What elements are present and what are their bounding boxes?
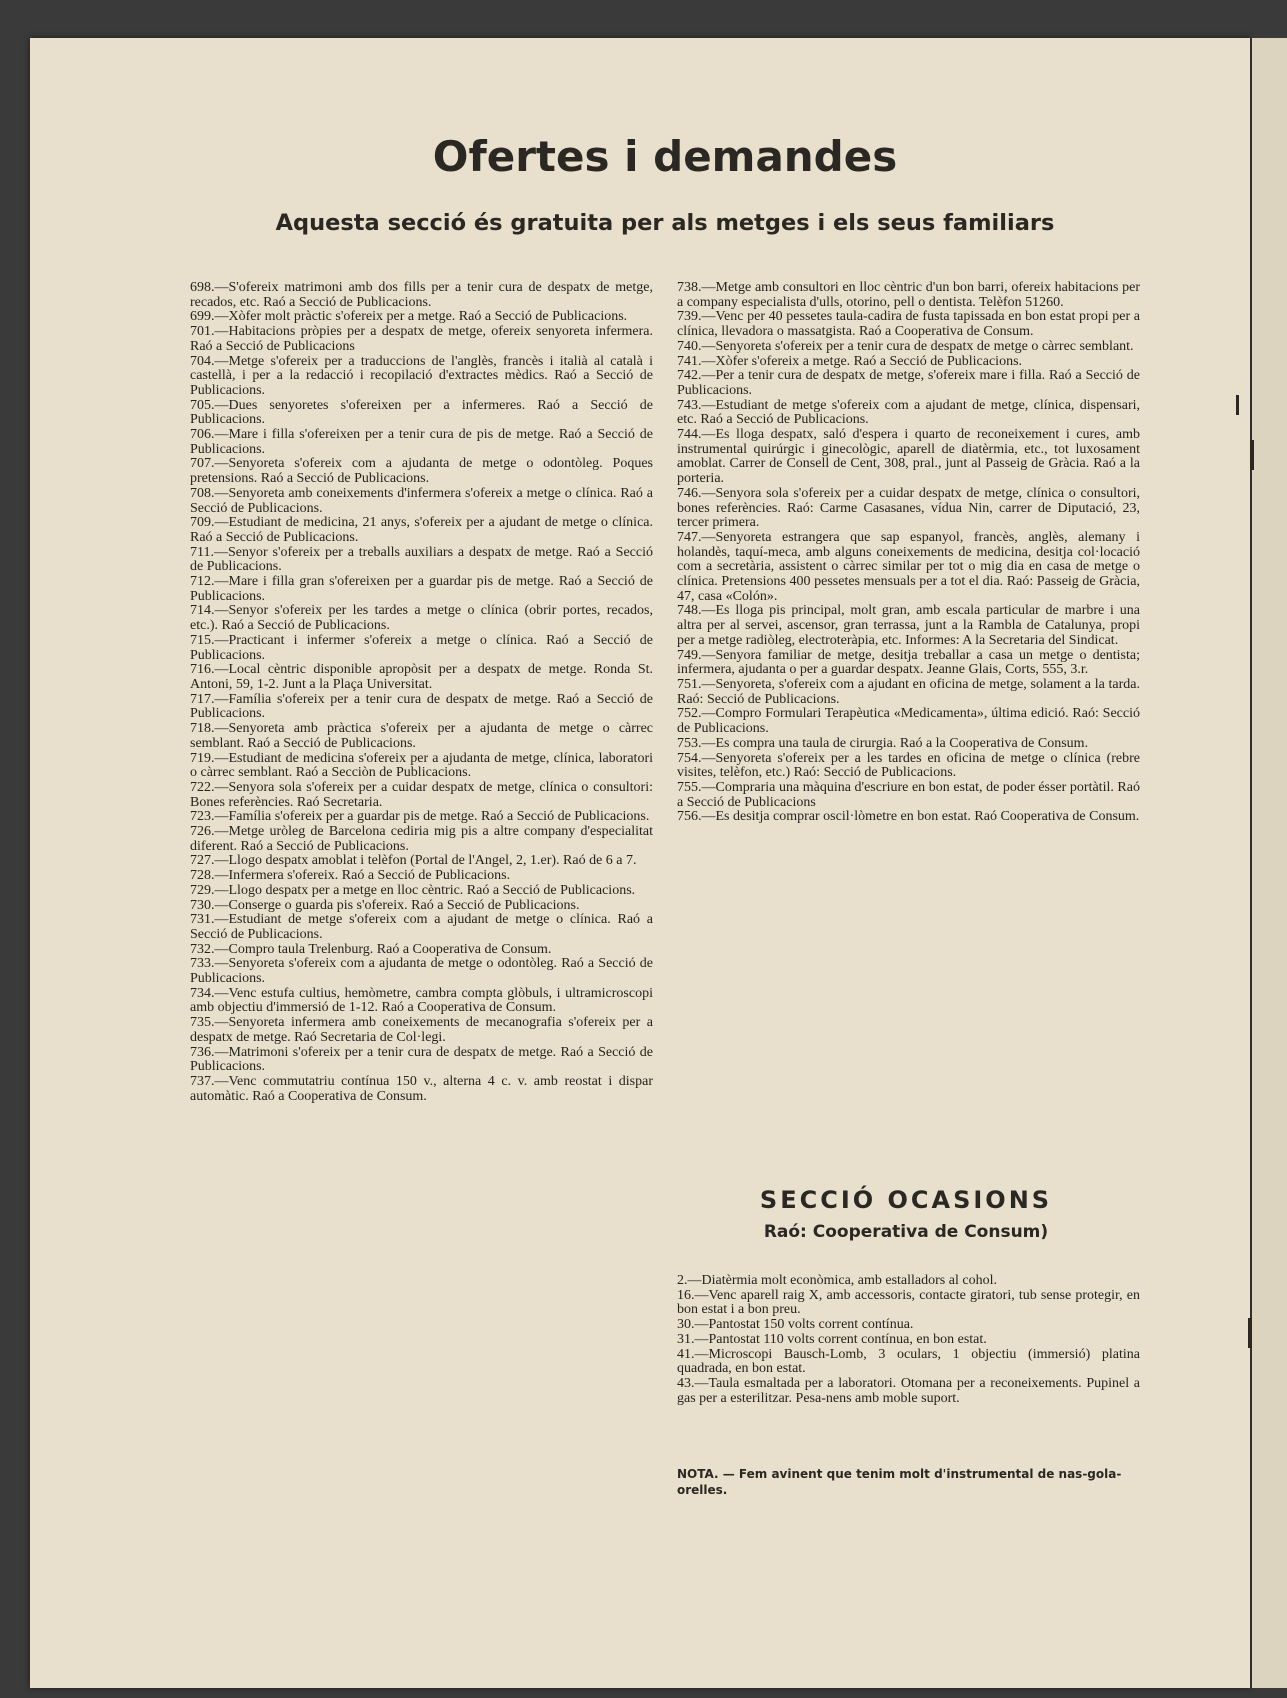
ad-item: 712.—Mare i filla gran s'ofereixen per a guardar pis de metge. Raó a Secció de Publicacions. [190, 574, 653, 604]
margin-mark [1250, 440, 1254, 470]
ad-item: 749.—Senyora familiar de metge, desitja treballar a casa un metge o dentista; infermera, ajudanta o per a guardar despatx. Jeanne Glais, Corts, 555, 3.r. [677, 647, 1140, 678]
ad-item: 753.—Es compra una taula de cirurgia. Raó a la Cooperativa de Consum. [677, 735, 1089, 751]
ad-item: 698.—S'ofereix matrimoni amb dos fills per a tenir cura de despatx de metge, recados, etc. Raó a Secció de Publicacions. [190, 280, 653, 310]
ad-item: 729.—Llogo despatx per a metge en lloc cèntric. Raó a Secció de Publicacions. [190, 882, 636, 898]
ad-item: 734.—Venc estufa cultius, hemòmetre, cambra compta glòbuls, i ultramicroscopi amb objectiu d'immersió de 1-12. Raó a Cooperativa de Consum. [190, 985, 653, 1016]
ad-item: 728.—Infermera s'ofereix. Raó a Secció de Publicacions. [190, 868, 511, 884]
ad-item: 705.—Dues senyoretes s'ofereixen per a infermeres. Raó a Secció de Publicacions. [190, 397, 653, 428]
ad-item: 751.—Senyoreta, s'ofereix com a ajudant en oficina de metge, solament a la tarda. Raó: Secció de Publicacions. [677, 676, 1140, 707]
right-column [677, 281, 1140, 825]
ad-item: 701.—Habitacions pròpies per a despatx de metge, ofereix senyoreta infermera. Raó a Secció de Publicacions [190, 324, 653, 354]
ocasion-item: 16.—Venc aparell raig X, amb accessoris, contacte giratori, tub sense protegir, en bon estat i a bon preu. [677, 1287, 1140, 1318]
left-column [190, 281, 653, 1104]
ad-item: 736.—Matrimoni s'ofereix per a tenir cura de despatx de metge. Raó a Secció de Publicacions. [190, 1044, 653, 1075]
ad-item: 717.—Família s'ofereix per a tenir cura de despatx de metge. Raó a Secció de Publicacions. [190, 691, 653, 722]
ad-item: 756.—Es desitja comprar oscil·lòmetre en bon estat. Raó Cooperativa de Consum. [677, 809, 1140, 825]
ocasion-item: 2.—Diatèrmia molt econòmica, amb estalladors al cohol. [677, 1273, 997, 1288]
section-heading: SECCIÓ OCASIONS [759, 1186, 1053, 1214]
ad-item: 719.—Estudiant de medicina s'ofereix per a ajudanta de metge, clínica, laboratori o càrrec semblant. Raó a Secciòn de Publicacions. [190, 750, 653, 781]
page-title: Ofertes i demandes [432, 132, 898, 181]
ad-item: 714.—Senyor s'ofereix per les tardes a metge o clínica (obrir portes, recados, etc.). Raó a Secció de Publicacions. [190, 603, 653, 634]
ad-item: 706.—Mare i filla s'ofereixen per a tenir cura de pis de metge. Raó a Secció de Publicacions. [190, 427, 653, 457]
ocasions-list [677, 1274, 1140, 1406]
ad-item: 754.—Senyoreta s'ofereix per a les tardes en oficina de metge o clínica (rebre visites, telèfon, etc.) Raó: Secció de Publicacions. [677, 750, 1140, 781]
ad-item: 722.—Senyora sola s'ofereix per a cuidar despatx de metge, clínica o consultori: Bones referències. Raó Secretaria. [190, 779, 653, 810]
ad-item: 737.—Venc commutatriu contínua 150 v., alterna 4 c. v. amb reostat i dispar automàtic. Raó a Cooperativa de Consum. [190, 1073, 653, 1104]
page-subtitle: Aquesta secció és gratuita per als metges i els seus familiars [275, 210, 1055, 236]
ad-item: 707.—Senyoreta s'ofereix com a ajudanta de metge o odontòleg. Poques pretensions. Raó a Secció de Publicacions. [190, 456, 653, 487]
ad-item: 731.—Estudiant de metge s'ofereix com a ajudant de metge o clínica. Raó a Secció de Publicacions. [190, 912, 653, 942]
ocasion-item: 31.—Pantostat 110 volts corrent contínua, en bon estat. [677, 1331, 987, 1347]
ad-item: 708.—Senyoreta amb coneixements d'infermera s'ofereix a metge o clínica. Raó a Secció de Publicacions. [190, 485, 653, 516]
ocasion-item: 43.—Taula esmaltada per a laboratori. Otomana per a reconeixements. Pupinel a gas per a esterilitzar. Pesa-nens amb moble suport. [677, 1375, 1140, 1406]
ad-item: 699.—Xòfer molt pràctic s'ofereix per a metge. Raó a Secció de Publicacions. [190, 309, 628, 325]
ad-item: 716.—Local cèntric disponible apropòsit per a despatx de metge. Ronda St. Antoni, 59, 1-2. Junt a la Plaça Universitat. [190, 662, 653, 692]
ad-item: 718.—Senyoreta amb pràctica s'ofereix per a ajudanta de metge o càrrec semblant. Raó a Secció de Publicacions. [190, 721, 653, 751]
ad-item: 704.—Metge s'ofereix per a traduccions de l'anglès, francès i italià al català i castellà, i per a la redacció i recopilació d'extractes mèdics. Raó a Secció de Publicacions. [190, 353, 653, 398]
ad-item: 723.—Família s'ofereix per a guardar pis de metge. Raó a Secció de Publicacions. [190, 809, 650, 825]
ad-item: 727.—Llogo despatx amoblat i telèfon (Portal de l'Angel, 2, 1.er). Raó de 6 a 7. [190, 853, 637, 869]
ad-item: 740.—Senyoreta s'ofereix per a tenir cura de despatx de metge o càrrec semblant. [677, 338, 1134, 354]
ad-item: 743.—Estudiant de metge s'ofereix com a ajudant de metge, clínica, dispensari, etc. Raó a Secció de Publicacions. [677, 397, 1140, 428]
ad-item: 739.—Venc per 40 pessetes taula-cadira de fusta tapissada en bon estat propi per a clínica, llevadora o massatgista. Raó a Cooperativa de Consum. [677, 309, 1140, 340]
ad-item: 744.—Es lloga despatx, saló d'espera i quarto de reconeixement i cures, amb instrumental quirúrgic i ginecològic, aparell de diatèrmia, etc., tot luxosament amoblat. Carrer de Consell de Cent, 308, pral., junt al Passeig de Gràcia. Raó a la porteria. [677, 427, 1140, 487]
ad-item: 732.—Compro taula Trelenburg. Raó a Cooperativa de Consum. [190, 941, 552, 957]
facing-page-edge [1252, 38, 1287, 1688]
ad-item: 730.—Conserge o guarda pis s'ofereix. Raó a Secció de Publicacions. [190, 897, 580, 913]
section-subheading: Raó: Cooperativa de Consum) [763, 1222, 1049, 1242]
ocasion-item: 41.—Microscopi Bausch-Lomb, 3 oculars, 1 objectiu (immersió) platina quadrada, en bon estat. [677, 1346, 1140, 1377]
ad-item: 746.—Senyora sola s'ofereix per a cuidar despatx de metge, clínica o consultori, bones referències. Raó: Carme Casasanes, vídua Nin, carrer de Diputació, 23, tercer primera. [677, 485, 1140, 531]
ad-item: 755.—Compraria una màquina d'escriure en bon estat, de poder ésser portàtil. Raó a Secció de Publicacions [677, 779, 1140, 810]
ad-item: 747.—Senyoreta estrangera que sap espanyol, francès, anglès, alemany i holandès, taquí-meca, amb alguns coneixements de medicina, desitja col·locació com a secretària, assistent o càrrec similar per tot o mig dia en casa de metge o clínica. Pretensions 400 pessetes mensuals per a tot el dia. Raó: Passeig de Gràcia, 47, casa «Colón». [677, 529, 1140, 604]
ad-item: 738.—Metge amb consultori en lloc cèntric d'un bon barri, ofereix habitacions per a company especialista d'ulls, otorino, pell o dentista. Telèfon 51260. [677, 280, 1140, 310]
ad-item: 748.—Es lloga pis principal, molt gran, amb escala particular de marbre i una altra per al servei, ascensor, gran terrassa, junt a la Rambla de Catalunya, propi per a metge radiòleg, electroteràpia, etc. Informes: A la Secretaria del Sindicat. [677, 603, 1140, 648]
note: NOTA. — Fem avinent que tenim molt d'instrumental de nas-gola-orelles. [677, 1467, 1122, 1497]
margin-mark [1248, 1318, 1252, 1348]
ad-item: 741.—Xòfer s'ofereix a metge. Raó a Secció de Publicacions. [677, 353, 1023, 369]
ad-item: 733.—Senyoreta s'ofereix com a ajudanta de metge o odontòleg. Raó a Secció de Publicacions. [190, 956, 653, 987]
ad-item: 752.—Compro Formulari Terapèutica «Medicamenta», última edició. Raó: Secció de Publicacions. [677, 706, 1140, 737]
ad-item: 715.—Practicant i infermer s'ofereix a metge o clínica. Raó a Secció de Publicacions. [190, 632, 653, 663]
ad-item: 709.—Estudiant de medicina, 21 anys, s'ofereix per a ajudant de metge o clínica. Raó a Secció de Publicacions. [190, 515, 653, 545]
ad-item: 735.—Senyoreta infermera amb coneixements de mecanografia s'ofereix per a despatx de metge. Raó Secretaria de Col·legi. [190, 1015, 653, 1045]
ad-item: 726.—Metge uròleg de Barcelona cediria mig pis a altre company d'especialitat diferent. Raó a Secció de Publicacions. [190, 824, 653, 854]
ad-item: 742.—Per a tenir cura de despatx de metge, s'ofereix mare i filla. Raó a Secció de Publicacions. [677, 368, 1140, 398]
margin-mark [1236, 395, 1239, 415]
ad-item: 711.—Senyor s'ofereix per a treballs auxiliars a despatx de metge. Raó a Secció de Publicacions. [190, 544, 653, 575]
ocasion-item: 30.—Pantostat 150 volts corrent contínua. [677, 1317, 914, 1333]
